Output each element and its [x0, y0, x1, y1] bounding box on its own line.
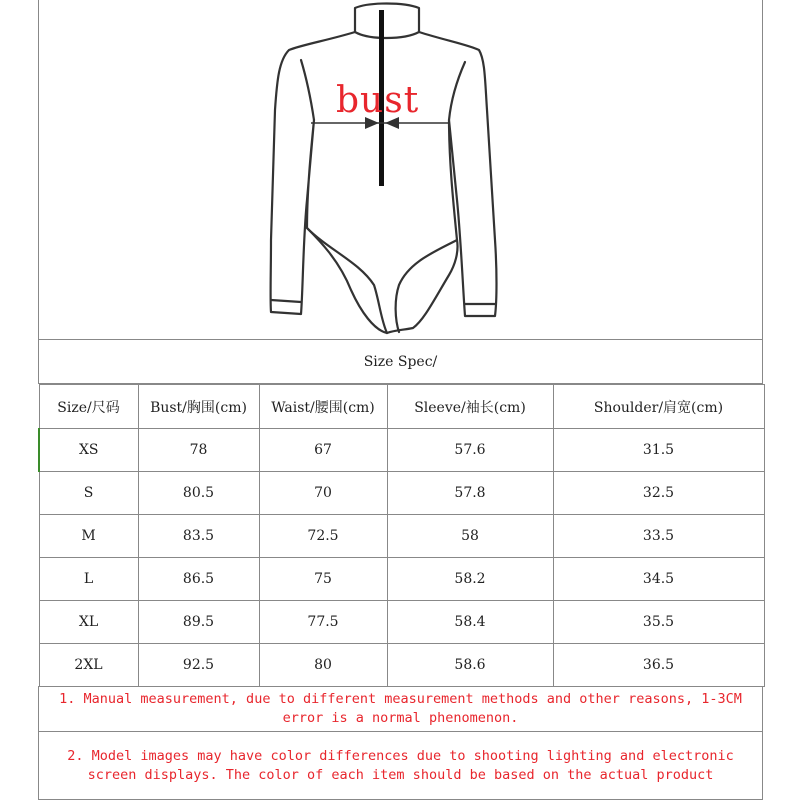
size-cell: XL	[39, 601, 138, 644]
shoulder-cell: 31.5	[553, 429, 764, 472]
size-chart-sheet	[38, 0, 763, 800]
header-bust: Bust/胸围(cm)	[138, 385, 259, 429]
measurement-note-text: 1. Manual measurement, due to different measurement methods and other reasons, 1-3CM error is a normal phenomenon.	[59, 690, 742, 726]
size-cell: 2XL	[39, 644, 138, 687]
bust-cell: 89.5	[138, 601, 259, 644]
shoulder-cell: 33.5	[553, 515, 764, 558]
sleeve-cell: 58.2	[387, 558, 553, 601]
table-row	[39, 558, 764, 601]
shoulder-cell: 34.5	[553, 558, 764, 601]
waist-cell: 72.5	[259, 515, 387, 558]
color-note	[38, 732, 763, 800]
waist-cell: 75	[259, 558, 387, 601]
header-waist: Waist/腰围(cm)	[259, 385, 387, 429]
shoulder-cell: 36.5	[553, 644, 764, 687]
sleeve-cell: 57.8	[387, 472, 553, 515]
garment-illustration	[38, 0, 763, 340]
bust-cell: 92.5	[138, 644, 259, 687]
left-cuff	[271, 300, 301, 302]
size-cell: XS	[39, 429, 138, 472]
bust-cell: 78	[138, 429, 259, 472]
table-row	[39, 515, 764, 558]
waist-cell: 70	[259, 472, 387, 515]
size-spec-title: Size Spec/	[38, 340, 763, 384]
right-armhole	[449, 62, 465, 120]
table-row	[39, 472, 764, 515]
table-row	[39, 644, 764, 687]
waist-cell: 67	[259, 429, 387, 472]
right-leg-opening	[396, 240, 457, 332]
collar-outline	[355, 4, 419, 39]
size-cell: M	[39, 515, 138, 558]
header-shoulder: Shoulder/肩宽(cm)	[553, 385, 764, 429]
left-armhole	[301, 60, 314, 120]
measurement-note	[38, 686, 763, 732]
size-cell: S	[39, 472, 138, 515]
waist-cell: 80	[259, 644, 387, 687]
header-sleeve: Sleeve/袖长(cm)	[387, 385, 553, 429]
sleeve-cell: 58	[387, 515, 553, 558]
bodysuit-drawing	[39, 0, 764, 340]
bust-cell: 80.5	[138, 472, 259, 515]
sleeve-cell: 58.6	[387, 644, 553, 687]
table-row	[39, 429, 764, 472]
bust-cell: 83.5	[138, 515, 259, 558]
shoulder-cell: 35.5	[553, 601, 764, 644]
size-table	[38, 384, 765, 687]
sleeve-cell: 58.4	[387, 601, 553, 644]
bust-cell: 86.5	[138, 558, 259, 601]
table-header-row	[39, 385, 764, 429]
shoulder-cell: 32.5	[553, 472, 764, 515]
table-row	[39, 601, 764, 644]
sleeve-cell: 57.6	[387, 429, 553, 472]
color-note-text: 2. Model images may have color differences due to shooting lighting and electronic screen displays. The color of each item should be based on the actual product	[67, 747, 734, 783]
bust-label: bust	[336, 80, 420, 121]
waist-cell: 77.5	[259, 601, 387, 644]
header-size: Size/尺码	[39, 385, 138, 429]
size-cell: L	[39, 558, 138, 601]
